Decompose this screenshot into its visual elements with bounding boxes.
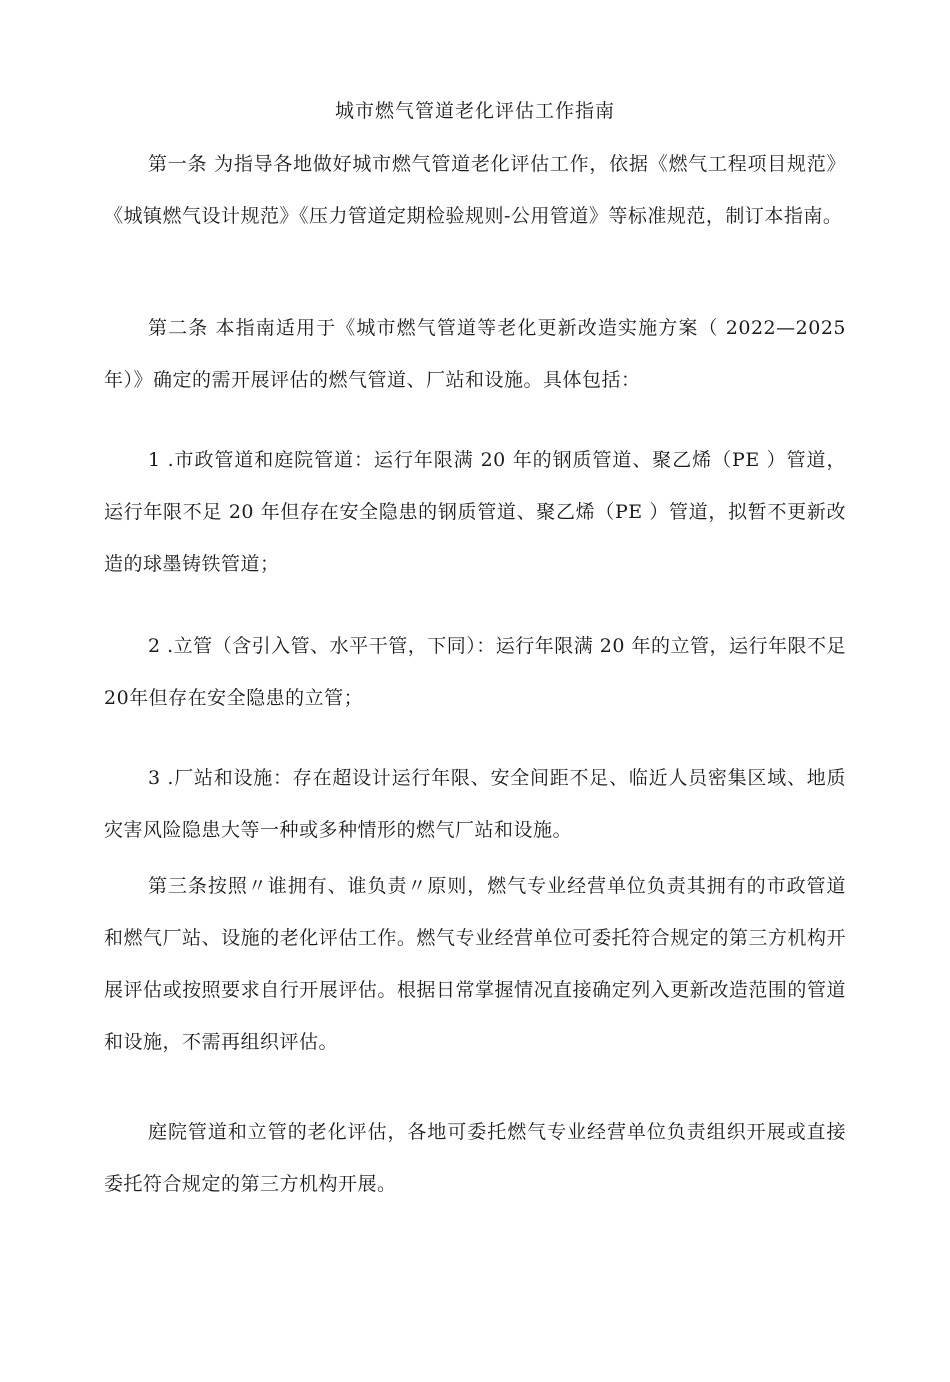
paragraph-article-3: 第三条按照〃谁拥有、谁负责〃原则，燃气专业经营单位负责其拥有的市政管道和燃气厂站、设施的老化评估工作。燃气专业经营单位可委托符合规定的第三方机构开展评估或按照要求自行开展评估。根据日常掌握情况直接确定列入更新改造范围的管道和设施，不需再组织评估。 xyxy=(104,875,846,1053)
paragraph-item-3: 3 .厂站和设施：存在超设计运行年限、安全间距不足、临近人员密集区域、地质灾害风险隐患大等一种或多种情形的燃气厂站和设施。 xyxy=(104,767,846,841)
paragraph-article-1: 第一条 为指导各地做好城市燃气管道老化评估工作，依据《燃气工程项目规范》《城镇燃气设计规范》《压力管道定期检验规则-公用管道》等标准规范，制订本指南。 xyxy=(104,153,846,227)
paragraph-article-2: 第二条 本指南适用于《城市燃气管道等老化更新改造实施方案（ 2022—2025 年）》确定的需开展评估的燃气管道、厂站和设施。具体包括： xyxy=(104,317,846,391)
document-title: 城市燃气管道老化评估工作指南 xyxy=(334,100,615,122)
paragraph-item-2: 2 .立管（含引入管、水平干管，下同）：运行年限满 20 年的立管，运行年限不足20年但存在安全隐患的立管； xyxy=(104,635,846,709)
paragraph-item-1: 1 .市政管道和庭院管道：运行年限满 20 年的钢质管道、聚乙烯（PE ）管道，运行年限不足 20 年但存在安全隐患的钢质管道、聚乙烯（PE ）管道，拟暂不更新改造的球墨铸铁管道； xyxy=(104,449,846,575)
paragraph-courtyard-riser: 庭院管道和立管的老化评估，各地可委托燃气专业经营单位负责组织开展或直接委托符合规定的第三方机构开展。 xyxy=(104,1121,846,1195)
